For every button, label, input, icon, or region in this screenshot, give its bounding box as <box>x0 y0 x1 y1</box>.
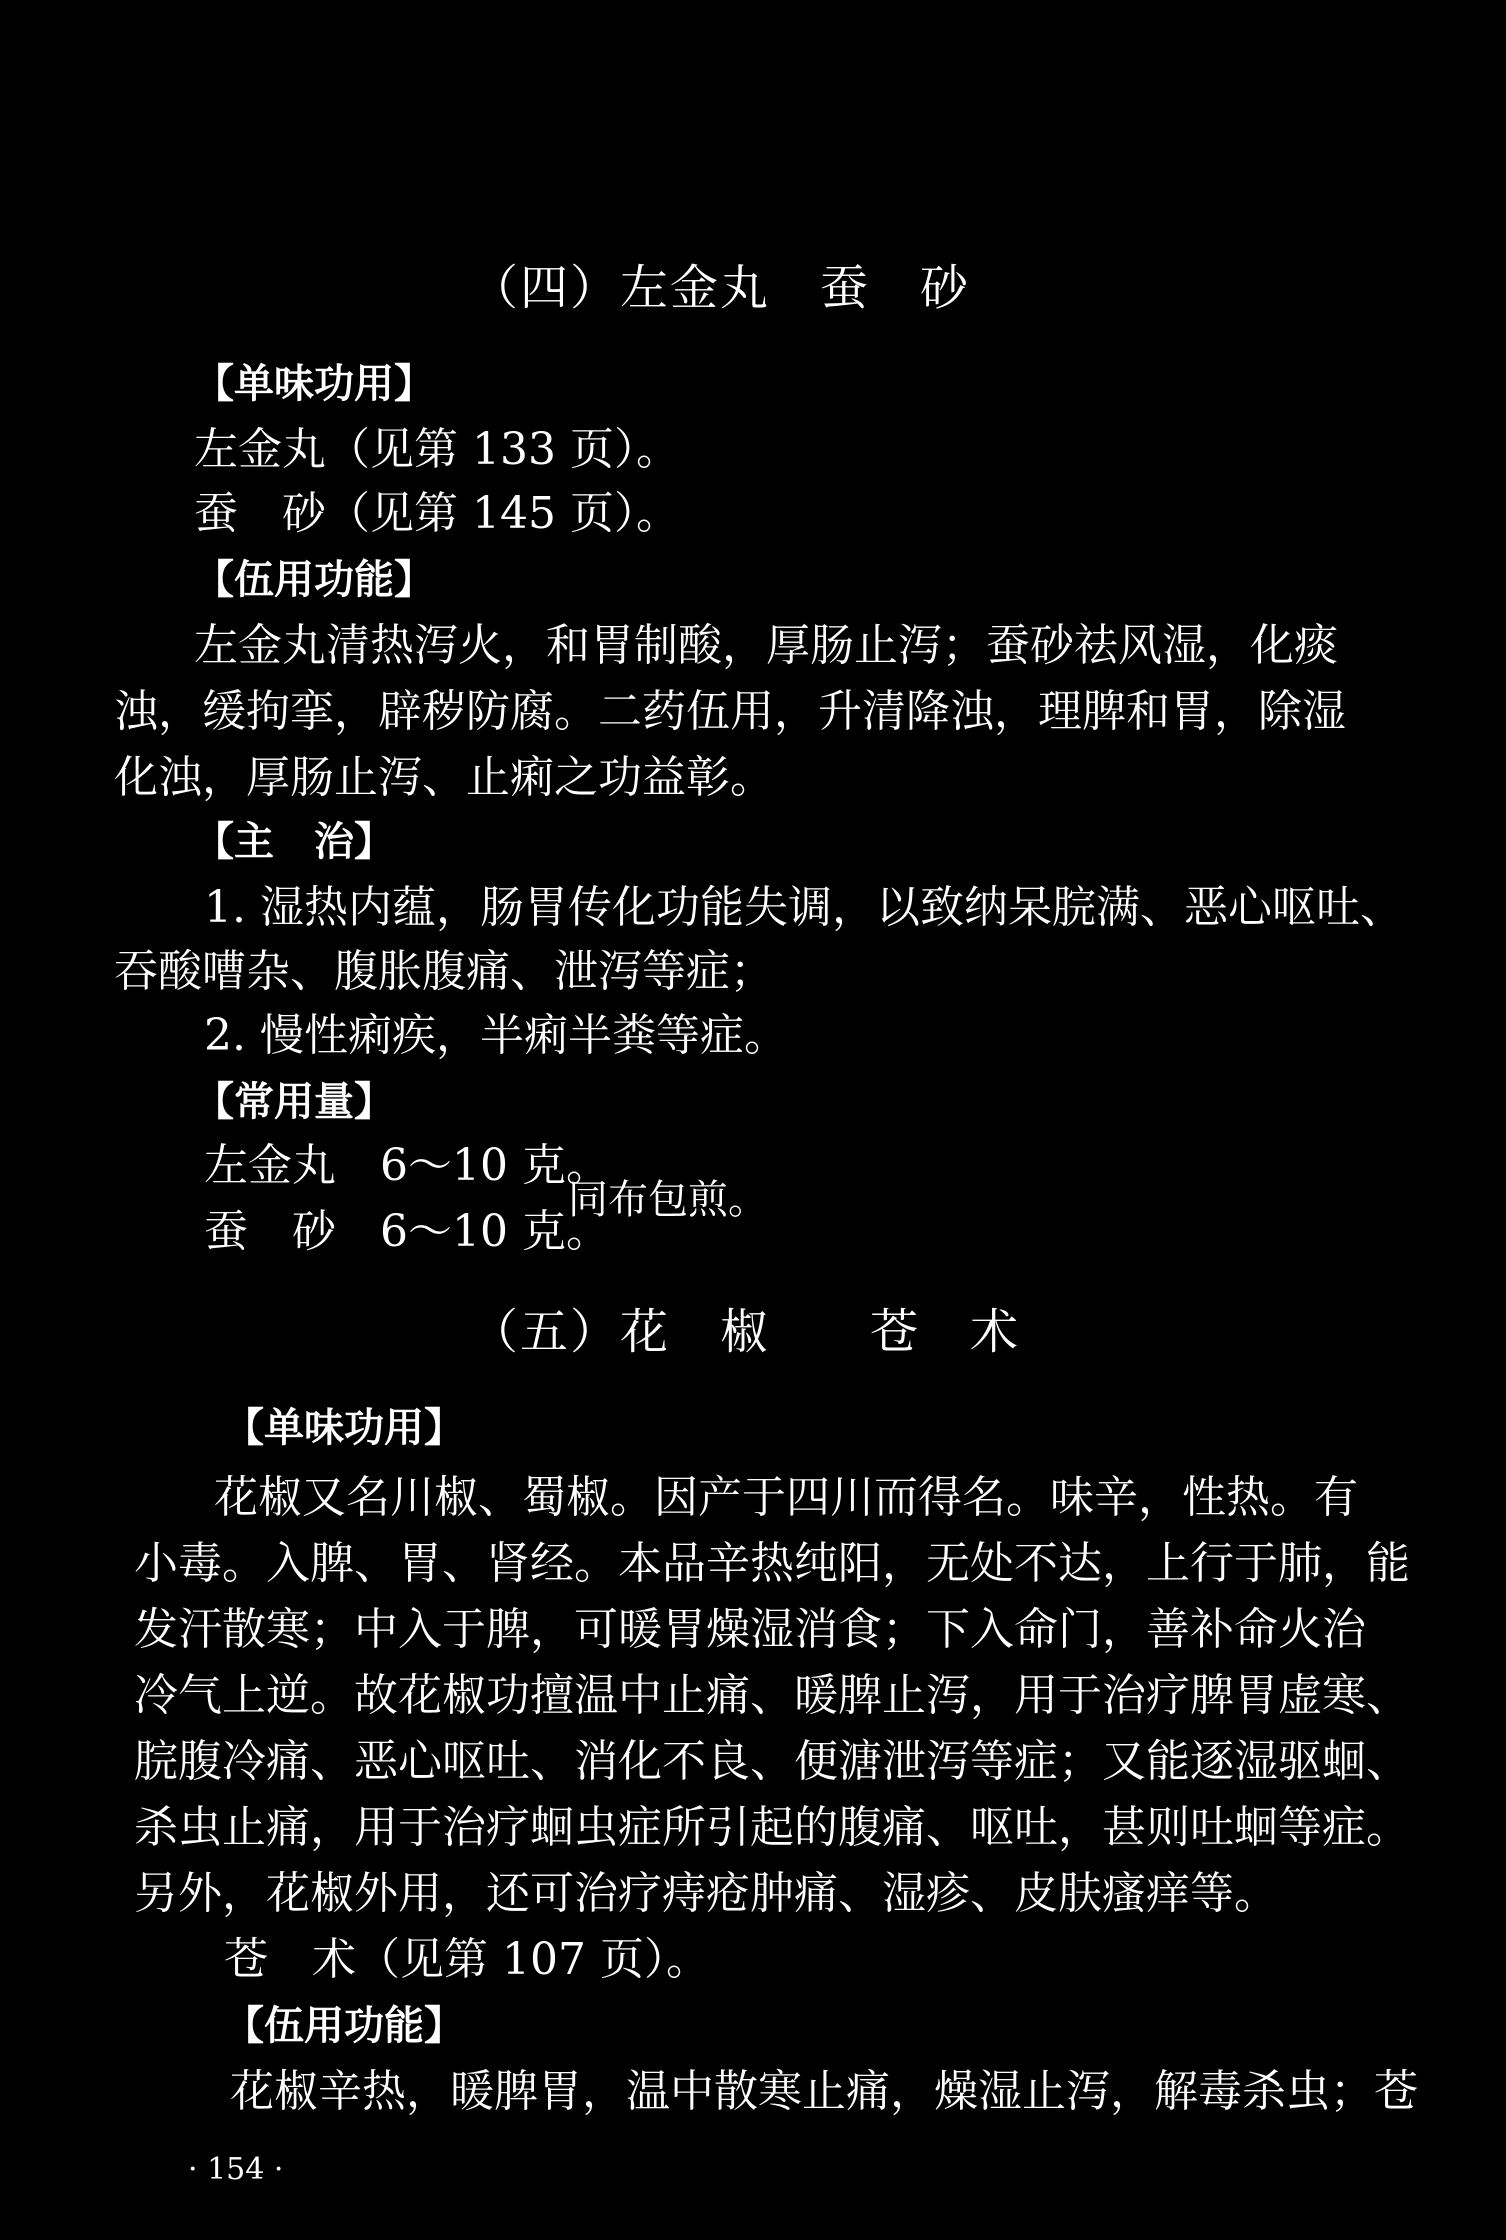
paragraph-line: 另外，花椒外用，还可治疗痔疮肿痛、湿疹、皮肤瘙痒等。 <box>134 1868 1278 1919</box>
heading-single-function: 【单味功用】 <box>194 361 434 407</box>
dosage-line: 蚕 砂 6～10 克。 <box>204 1206 610 1257</box>
paragraph-line: 吞酸嘈杂、腹胀腹痛、泄泻等症； <box>114 946 774 997</box>
paragraph-line: 蚕 砂（见第 145 页）。 <box>194 488 680 539</box>
heading-dosage: 【常用量】 <box>194 1079 394 1125</box>
paragraph-line: 小毒。入脾、胃、肾经。本品辛热纯阳，无处不达，上行于肺，能 <box>134 1538 1410 1589</box>
heading-combined-function: 【伍用功能】 <box>224 2003 464 2049</box>
paragraph-line: 浊，缓拘挛，辟秽防腐。二药伍用，升清降浊，理脾和胃，除湿 <box>114 686 1346 737</box>
section-title: （五）花 椒 苍 术 <box>470 1304 1021 1360</box>
paragraph-line: 冷气上逆。故花椒功擅温中止痛、暖脾止泻，用于治疗脾胃虚寒、 <box>134 1670 1410 1721</box>
paragraph-line: 苍 术（见第 107 页）。 <box>224 1934 710 1985</box>
heading-combined-function: 【伍用功能】 <box>194 557 434 603</box>
paragraph-line: 左金丸（见第 133 页）。 <box>194 424 680 475</box>
dosage-line: 左金丸 6～10 克。 <box>204 1140 610 1191</box>
paragraph-line: 花椒辛热，暖脾胃，温中散寒止痛，燥湿止泻，解毒杀虫；苍 <box>230 2066 1418 2117</box>
paragraph-line: 1. 湿热内蕴，肠胃传化功能失调，以致纳呆脘满、恶心呕吐、 <box>204 882 1404 933</box>
paragraph-line: 脘腹冷痛、恶心呕吐、消化不良、便溏泄泻等症；又能逐湿驱蛔、 <box>134 1736 1410 1787</box>
paragraph-line: 2. 慢性痢疾，半痢半粪等症。 <box>204 1010 788 1061</box>
dosage-note: 同布包煎。 <box>568 1177 768 1223</box>
section-title: （四）左金丸 蚕 砂 <box>470 260 971 316</box>
paragraph-line: 杀虫止痛，用于治疗蛔虫症所引起的腹痛、呕吐，甚则吐蛔等症。 <box>134 1802 1410 1853</box>
page-number: · 154 · <box>188 2152 284 2187</box>
paragraph-line: 左金丸清热泻火，和胃制酸，厚肠止泻；蚕砂祛风湿，化痰 <box>194 620 1338 671</box>
paragraph-line: 发汗散寒；中入于脾，可暖胃燥湿消食；下入命门，善补命火治 <box>134 1604 1366 1655</box>
paragraph-line: 化浊，厚肠止泻、止痢之功益彰。 <box>114 752 774 803</box>
paragraph-line: 花椒又名川椒、蜀椒。因产于四川而得名。味辛，性热。有 <box>214 1472 1358 1523</box>
heading-single-function: 【单味功用】 <box>224 1405 464 1451</box>
heading-indications: 【主 治】 <box>194 819 394 865</box>
